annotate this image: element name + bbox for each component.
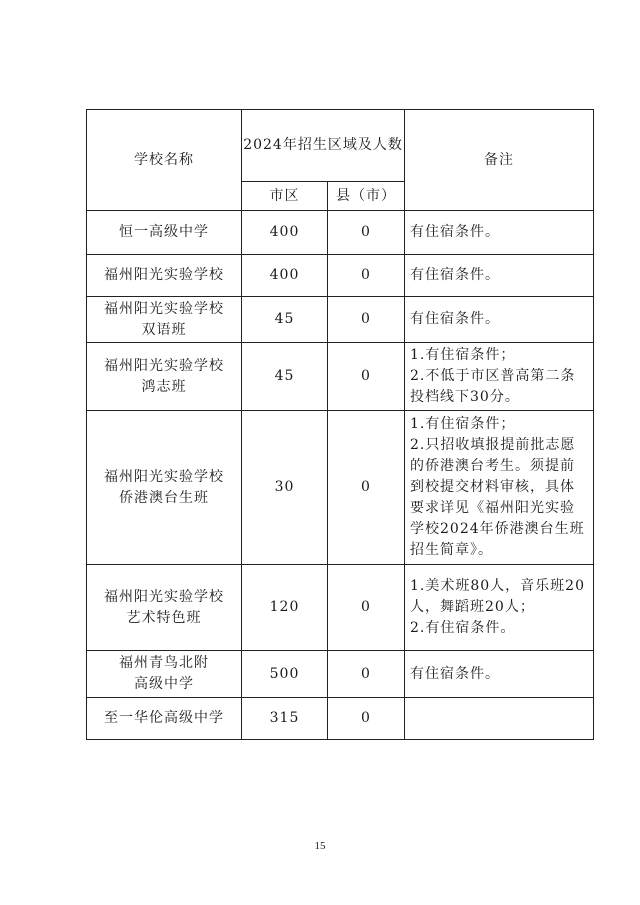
school-name-cell: 福州阳光实验学校 鸿志班 bbox=[87, 343, 242, 411]
page-number: 15 bbox=[314, 840, 326, 852]
remarks-cell: 1.美术班80人，音乐班20人，舞蹈班20人； 2.有住宿条件。 bbox=[405, 565, 594, 651]
header-remarks: 备注 bbox=[405, 110, 594, 211]
county-count: 0 bbox=[328, 651, 405, 698]
remarks-cell: 有住宿条件。 bbox=[405, 297, 594, 343]
school-name-cell: 恒一高级中学 bbox=[87, 211, 242, 255]
school-name-cell: 福州阳光实验学校 侨港澳台生班 bbox=[87, 411, 242, 565]
enrollment-table bbox=[86, 109, 594, 740]
county-count: 0 bbox=[328, 255, 405, 297]
county-count: 0 bbox=[328, 698, 405, 740]
header-school-name: 学校名称 bbox=[87, 110, 242, 211]
table-row bbox=[87, 565, 594, 651]
school-name-cell: 福州阳光实验学校 bbox=[87, 255, 242, 297]
urban-count: 315 bbox=[242, 698, 328, 740]
county-count: 0 bbox=[328, 343, 405, 411]
remarks-cell: 1.有住宿条件； 2.只招收填报提前批志愿的侨港澳台考生。须提前到校提交材料审核，具体要求详见《福州阳光实验学校2024年侨港澳台生班招生简章》。 bbox=[405, 411, 594, 565]
urban-count: 120 bbox=[242, 565, 328, 651]
table-row bbox=[87, 211, 594, 255]
urban-count: 45 bbox=[242, 343, 328, 411]
table-row bbox=[87, 411, 594, 565]
table-row bbox=[87, 698, 594, 740]
urban-count: 500 bbox=[242, 651, 328, 698]
remarks-cell: 有住宿条件。 bbox=[405, 651, 594, 698]
remarks-cell: 有住宿条件。 bbox=[405, 255, 594, 297]
school-name-cell: 至一华伦高级中学 bbox=[87, 698, 242, 740]
table-row bbox=[87, 297, 594, 343]
urban-count: 30 bbox=[242, 411, 328, 565]
remarks-cell: 1.有住宿条件； 2.不低于市区普高第二条投档线下30分。 bbox=[405, 343, 594, 411]
table-row bbox=[87, 651, 594, 698]
table-row bbox=[87, 255, 594, 297]
school-name-cell: 福州阳光实验学校 双语班 bbox=[87, 297, 242, 343]
remarks-cell bbox=[405, 698, 594, 740]
urban-count: 45 bbox=[242, 297, 328, 343]
table-row bbox=[87, 343, 594, 411]
urban-count: 400 bbox=[242, 211, 328, 255]
remarks-cell: 有住宿条件。 bbox=[405, 211, 594, 255]
county-count: 0 bbox=[328, 297, 405, 343]
header-urban: 市区 bbox=[242, 182, 328, 211]
header-enroll-group: 2024年招生区域及人数 bbox=[242, 110, 405, 182]
school-name-cell: 福州阳光实验学校 艺术特色班 bbox=[87, 565, 242, 651]
header-county: 县（市） bbox=[328, 182, 405, 211]
county-count: 0 bbox=[328, 411, 405, 565]
urban-count: 400 bbox=[242, 255, 328, 297]
county-count: 0 bbox=[328, 565, 405, 651]
school-name-cell: 福州青鸟北附 高级中学 bbox=[87, 651, 242, 698]
county-count: 0 bbox=[328, 211, 405, 255]
